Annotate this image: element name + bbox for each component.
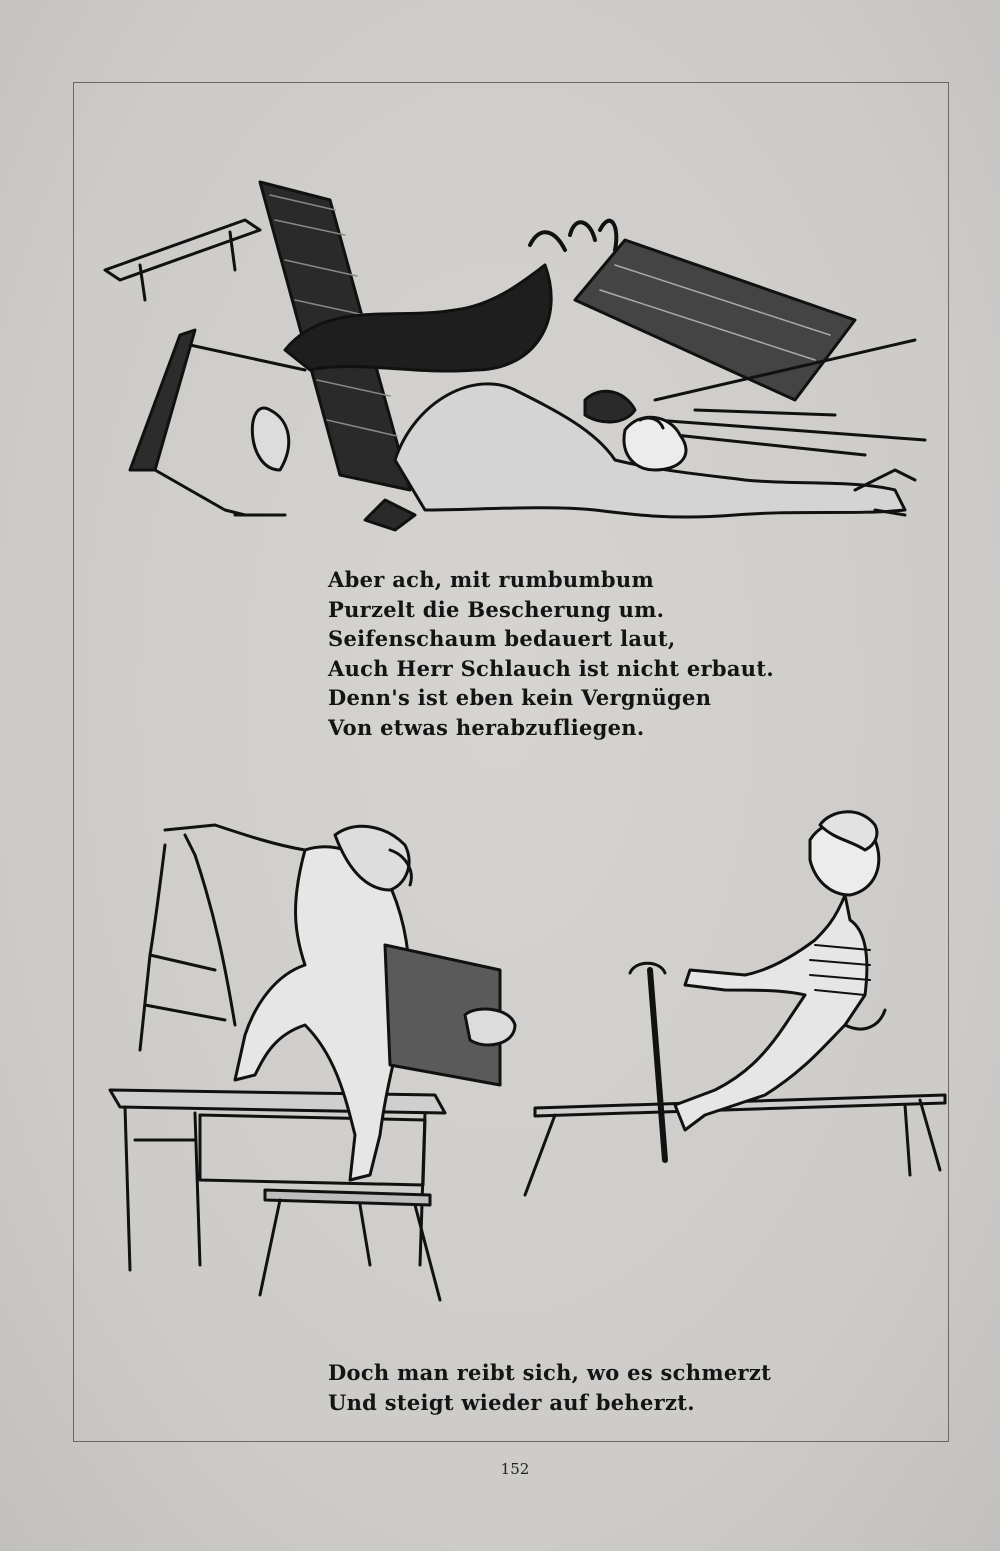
illustration-falling-furniture [95,170,935,540]
verse-bottom [328,1358,771,1417]
verse-line: Doch man reibt sich, wo es schmerzt [328,1360,772,1385]
verse-line: Und steigt wieder auf beherzt. [328,1389,695,1415]
verse-line: Von etwas herabzufliegen. [328,714,645,740]
illustration-climbing-figures [105,795,955,1315]
verse-top [328,565,774,742]
verse-line: Denn's ist eben kein Vergnügen [328,685,712,710]
page-number: 152 [500,1460,530,1478]
verse-line: Aber ach, mit rumbumbum [328,567,655,592]
verse-line: Auch Herr Schlauch ist nicht erbaut. [328,655,774,681]
verse-line: Seifenschaum bedauert laut, [328,626,676,651]
verse-line: Purzelt die Bescherung um. [328,596,665,622]
